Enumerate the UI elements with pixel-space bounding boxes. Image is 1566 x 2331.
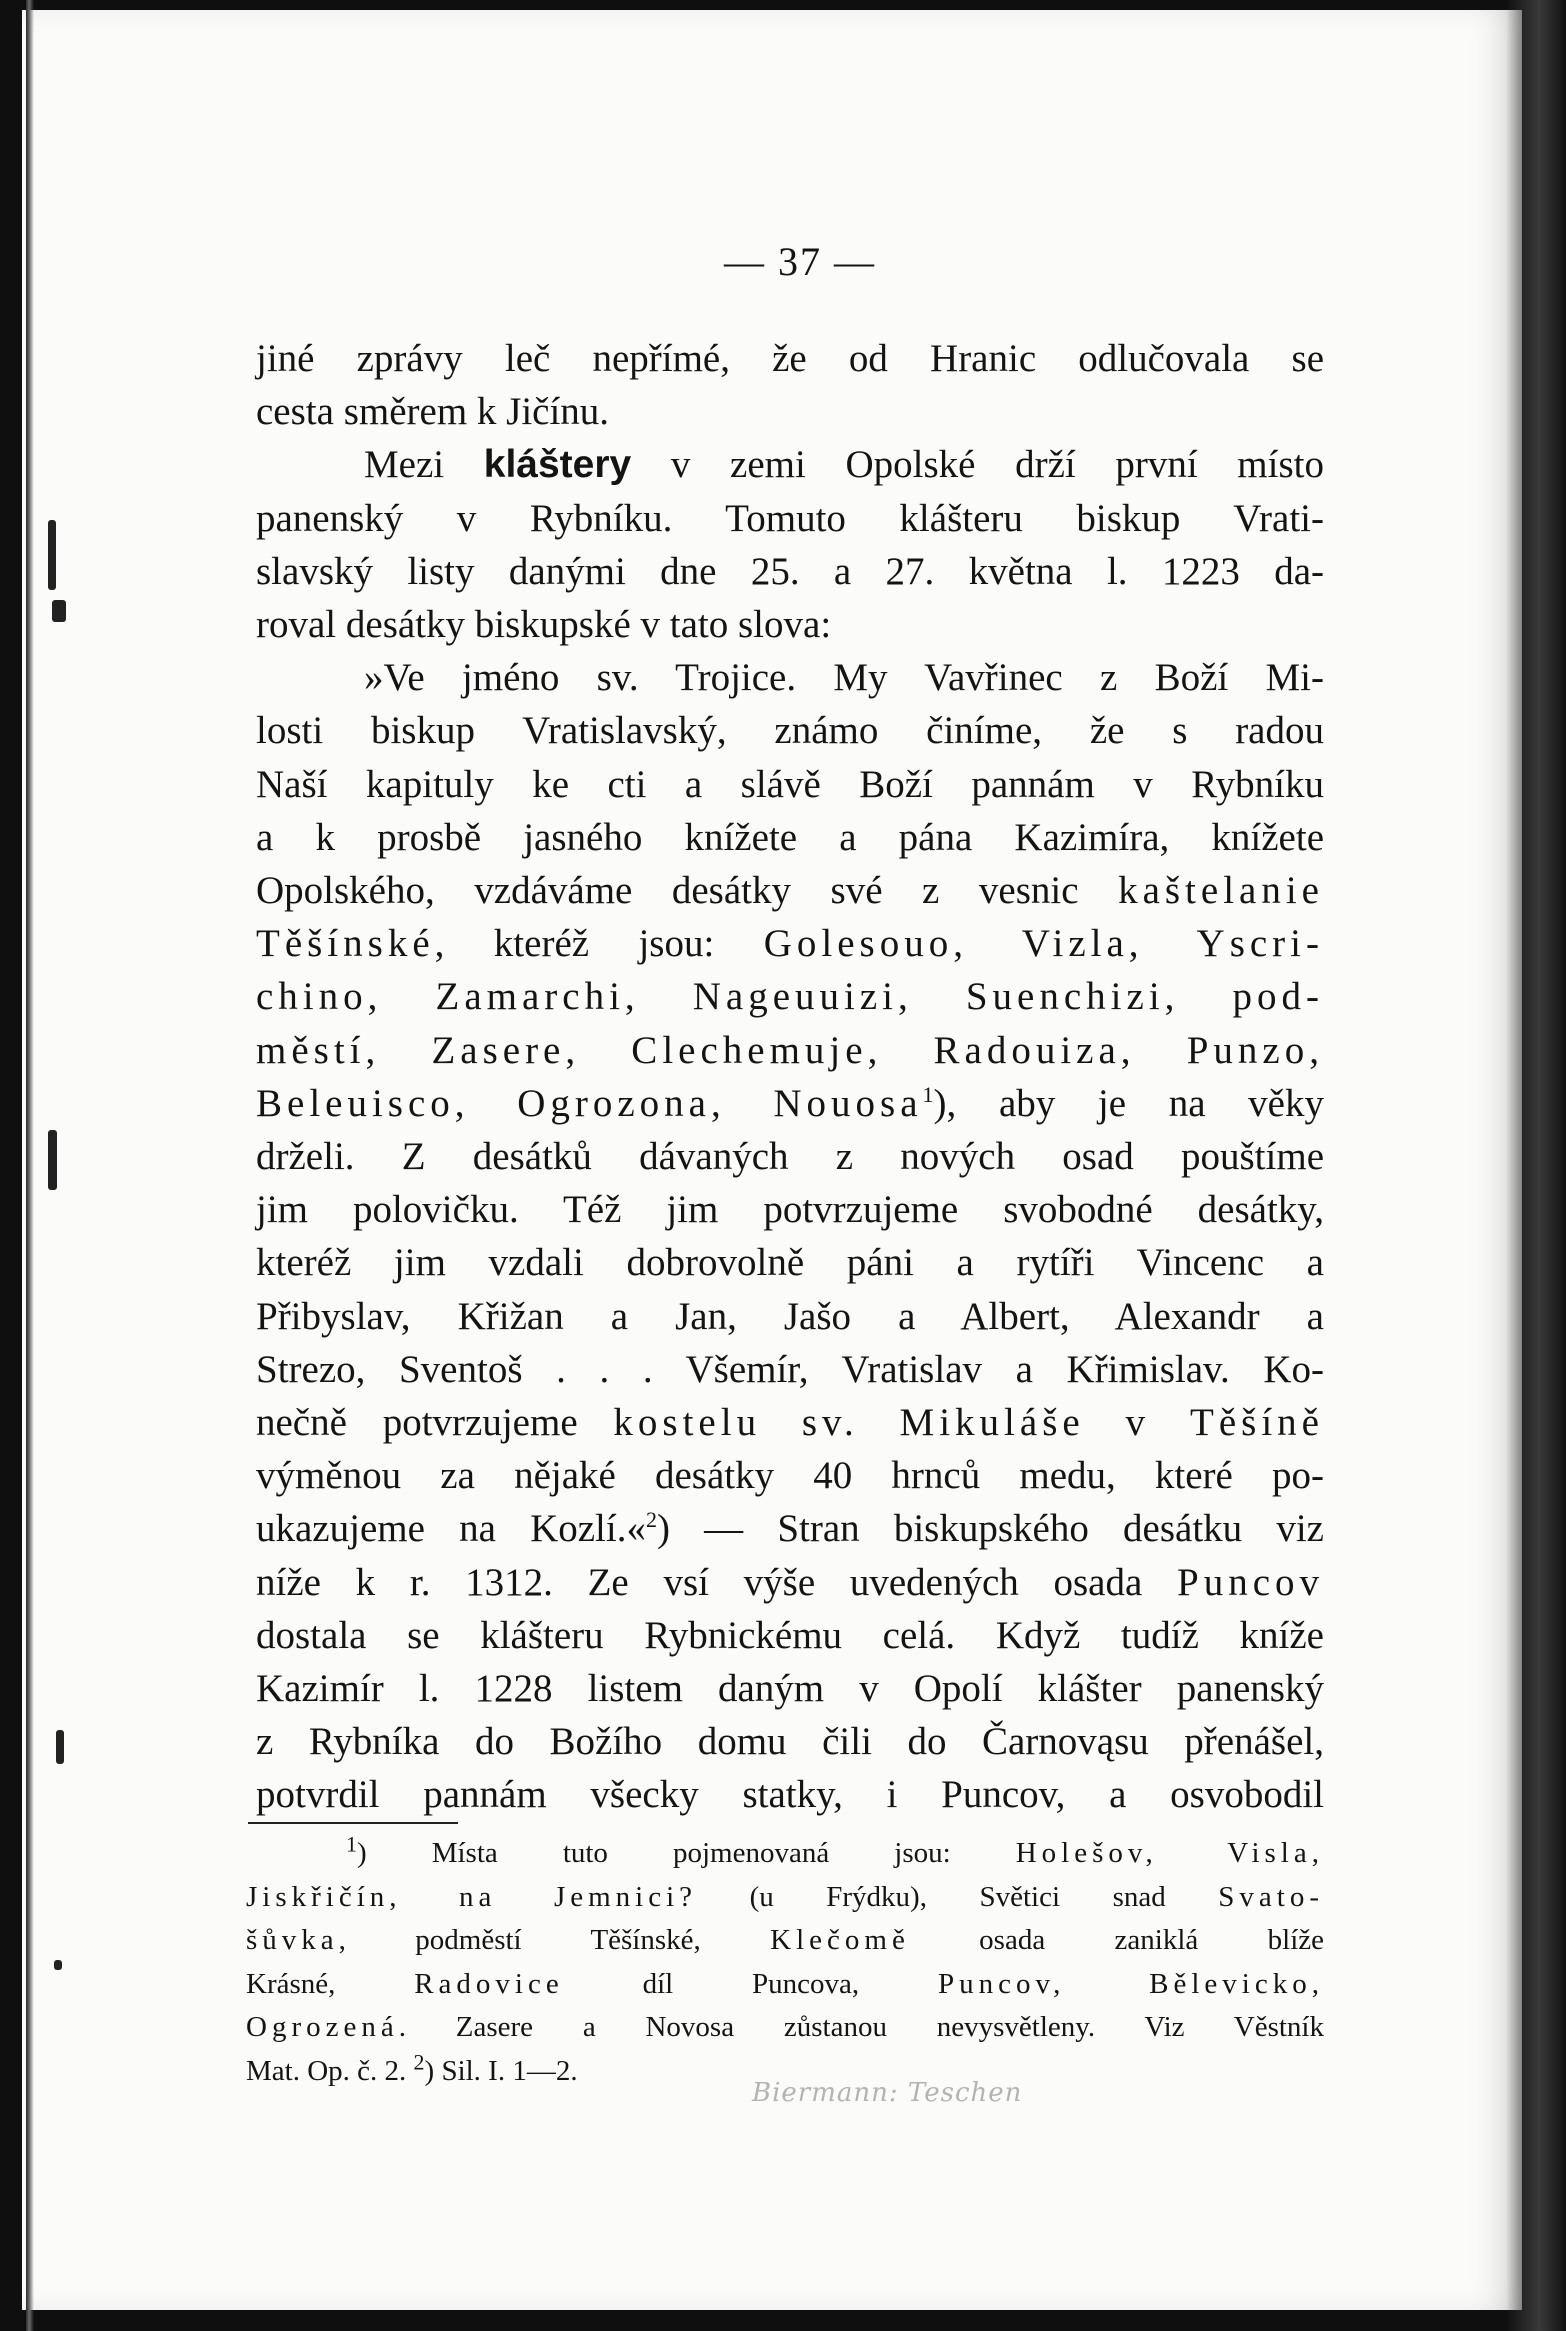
- text-line: Naší kapituly ke cti a slávě Boží pannám v Rybníku: [256, 762, 1324, 806]
- text-segment: ) — Stran biskupského desátku viz: [656, 1507, 1324, 1551]
- text-line: jim polovičku. Též jim potvrzujeme svobodné desátky,: [256, 1188, 1324, 1232]
- spaced-text: Beleuisco, Ogrozona, Nouosa: [256, 1081, 923, 1125]
- spaced-text: Holešov, Visla,: [1015, 1837, 1324, 1869]
- margin-mark: [54, 1960, 62, 1970]
- text-segment: ) Místa tuto pojmenovaná jsou:: [357, 1837, 1016, 1869]
- footnote-ref-1: 1: [922, 1081, 934, 1107]
- text-line: losti biskup Vratislavský, známo činíme, že s radou: [256, 709, 1324, 753]
- text-segment: . Zasere a Novosa zůstanou nevysvětleny. Viz Věstník: [398, 2011, 1324, 2043]
- text-line: roval desátky biskupské v tato slova:: [256, 603, 832, 647]
- margin-mark: [48, 520, 56, 590]
- spaced-text: Golesouo, Vizla, Yscri-: [763, 922, 1324, 966]
- margin-mark: [52, 600, 66, 622]
- spaced-text: Ogrozená: [246, 2011, 399, 2043]
- spaced-text: kaštelanie: [1118, 869, 1324, 913]
- text-segment: nečně potvrzujeme: [256, 1401, 614, 1445]
- text-line: [256, 1502, 1324, 1555]
- text-line: panenský v Rybníku. Tomuto klášteru biskup Vrati-: [256, 496, 1324, 540]
- text-line: »Ve jméno sv. Trojice. My Vavřinec z Boží Mi-: [364, 656, 1324, 700]
- pencil-annotation: Biermann: Teschen: [752, 2078, 1023, 2108]
- page-left-edge: [26, 0, 34, 2331]
- text-line: kteréž jim vzdali dobrovolně páni a rytíři Vincenc a: [256, 1241, 1324, 1285]
- text-segment: ukazujeme na Kozlí.«: [256, 1507, 646, 1551]
- text-segment: ) Sil. I. 1—2.: [424, 2054, 578, 2087]
- spaced-text: Svato-: [1218, 1880, 1324, 1913]
- text-segment: v zemi Opolské drží první místo: [631, 443, 1324, 487]
- margin-mark: [56, 1730, 64, 1764]
- main-text: [256, 332, 1324, 1822]
- spaced-text: Puncov, Bělevicko,: [937, 1967, 1324, 2000]
- emphasis-klastery: kláštery: [483, 443, 632, 487]
- text-line: městí, Zasere, Clechemuje, Radouiza, Punzo,: [256, 1028, 1324, 1072]
- text-line: Strezo, Sventoš . . . Všemír, Vratislav a Křimislav. Ko-: [256, 1347, 1324, 1391]
- text-segment: díl Puncova,: [563, 1967, 938, 2000]
- footnote-line: [246, 2006, 1324, 2050]
- text-line: potvrdil pannám všecky statky, i Puncov, a osvobodil: [256, 1773, 1324, 1817]
- text-line: z Rybníka do Božího domu čili do Čarnovąsu přenášel,: [256, 1720, 1324, 1764]
- text-line: jiné zprávy leč nepřímé, že od Hranic odlučovala se: [256, 337, 1324, 380]
- text-line: a k prosbě jasného knížete a pána Kazimíra, knížete: [256, 815, 1324, 859]
- footnotes: [246, 1832, 1324, 2093]
- spaced-text: Těšínské: [256, 922, 435, 966]
- footnote-marker-2: 2: [413, 2048, 425, 2074]
- spaced-text: Jiskřičín, na Jemnici?: [246, 1880, 698, 1913]
- text-segment: ), aby je na věky: [933, 1081, 1324, 1125]
- text-line: [256, 864, 1324, 917]
- text-line: cesta směrem k Jičínu.: [256, 390, 610, 434]
- footnote-line: [246, 1963, 1324, 2007]
- text-line: Přibyslav, Křižan a Jan, Jašo a Albert, Alexandr a: [256, 1294, 1324, 1338]
- text-line: Kazimír l. 1228 listem daným v Opolí klášter panenský: [256, 1667, 1324, 1711]
- spaced-text: Radovice: [414, 1967, 564, 2000]
- footnote-ref-2: 2: [645, 1507, 657, 1533]
- footnote-rule: [248, 1822, 458, 1824]
- footnote-marker-1: 1: [346, 1831, 357, 1857]
- text-segment: (u Frýdku), Světici snad: [697, 1880, 1219, 1913]
- text-line: [256, 438, 1324, 491]
- page-right-edge: [1506, 0, 1566, 2331]
- text-segment: Krásné,: [246, 1967, 415, 2000]
- spaced-text: Klečomě: [770, 1924, 910, 1956]
- text-line: chino, Zamarchi, Nageuuizi, Suenchizi, pod-: [256, 975, 1324, 1019]
- text-line: dostala se klášteru Rybnickému celá. Když tudíž kníže: [256, 1613, 1324, 1657]
- spaced-text: šůvka: [246, 1924, 339, 1956]
- page-number: — 37 —: [724, 239, 876, 284]
- text-segment: Mat. Op. č. 2.: [246, 2054, 414, 2087]
- spaced-text: Puncov: [1177, 1560, 1324, 1604]
- text-line: [256, 1396, 1324, 1449]
- text-line: výměnou za nějaké desátky 40 hrnců medu, které po-: [256, 1454, 1324, 1498]
- text-line: [256, 917, 1324, 970]
- text-segment: níže k r. 1312. Ze vsí výše uvedených osada: [256, 1560, 1177, 1604]
- text-line: slavský listy danými dne 25. a 27. května l. 1223 da-: [256, 549, 1324, 593]
- text-segment: osada zaniklá blíže: [909, 1924, 1324, 1956]
- footnote-line: [246, 1919, 1324, 1963]
- text-line: drželi. Z desátků dávaných z nových osad pouštíme: [256, 1135, 1324, 1179]
- text-segment: Opolského, vzdáváme desátky své z vesnic: [256, 869, 1119, 913]
- spaced-text: kostelu sv. Mikuláše v Těšíně: [613, 1401, 1324, 1445]
- footnote-line: [246, 1832, 1324, 1876]
- text-segment: , podměstí Těšínské,: [338, 1924, 771, 1956]
- margin-mark: [48, 1130, 57, 1190]
- text-line: [256, 1077, 1324, 1130]
- text-segment: , kteréž jsou:: [434, 922, 764, 966]
- footnote-line: [246, 1876, 1324, 1920]
- text-segment: Mezi: [364, 443, 484, 487]
- text-line: [256, 1556, 1324, 1609]
